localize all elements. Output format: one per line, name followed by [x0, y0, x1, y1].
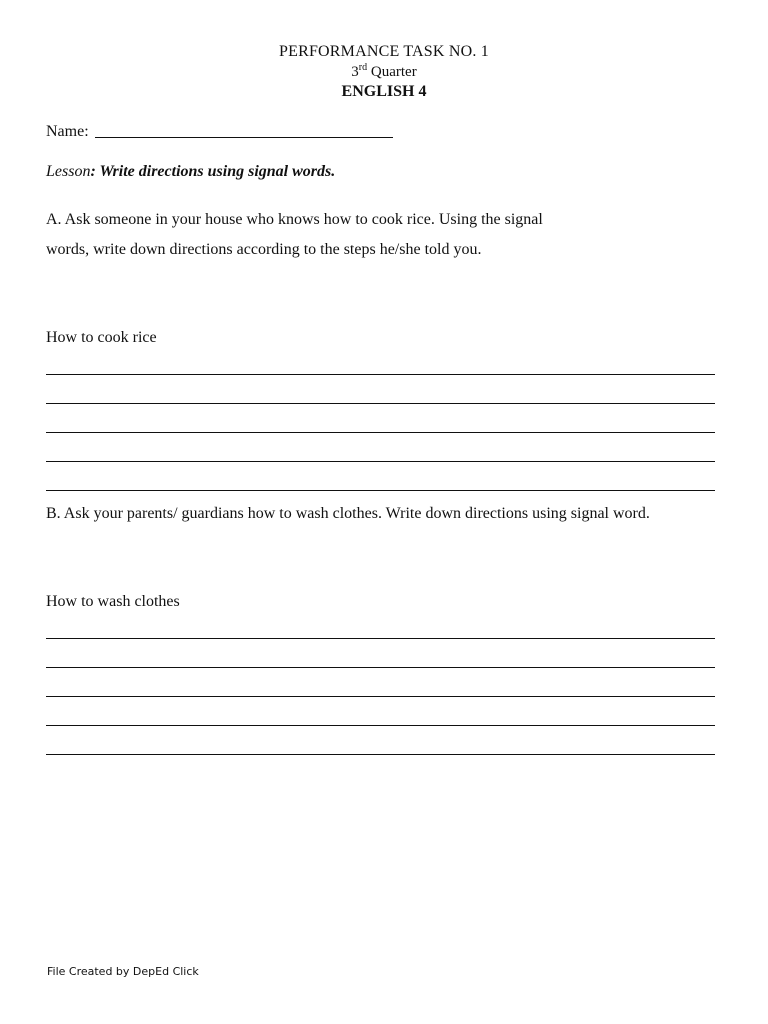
- name-row: [46, 121, 393, 143]
- section-b-answer-lines: [46, 610, 715, 755]
- section-b-heading: How to wash clothes: [46, 593, 180, 610]
- name-blank-line: [95, 121, 393, 138]
- answer-line: [46, 697, 715, 726]
- quarter-word: Quarter: [367, 64, 417, 80]
- answer-line: [46, 639, 715, 668]
- lesson-line: [46, 161, 335, 183]
- quarter-label: [0, 62, 768, 82]
- answer-line: [46, 668, 715, 697]
- answer-line: [46, 404, 715, 433]
- answer-line: [46, 726, 715, 755]
- quarter-number: 3: [351, 64, 359, 80]
- section-a-heading: How to cook rice: [46, 329, 157, 346]
- task-title: PERFORMANCE TASK NO. 1: [279, 43, 489, 60]
- worksheet-header: [0, 42, 768, 102]
- lesson-text: : Write directions using signal words.: [90, 163, 336, 180]
- answer-line: [46, 375, 715, 404]
- footer-credit: File Created by DepEd Click: [47, 965, 199, 978]
- section-a-instruction: A. Ask someone in your house who knows how to cook rice. Using the signal words, write down directions according to the steps he/she told you.: [46, 211, 543, 258]
- answer-line: [46, 433, 715, 462]
- name-label: Name:: [46, 123, 89, 140]
- answer-line: [46, 346, 715, 375]
- lesson-label: Lesson: [46, 163, 91, 180]
- subject-title: ENGLISH 4: [341, 83, 427, 100]
- answer-line: [46, 462, 715, 491]
- answer-line: [46, 610, 715, 639]
- section-b-instruction: B. Ask your parents/ guardians how to wash clothes. Write down directions using signal word.: [46, 505, 650, 522]
- section-a-answer-lines: [46, 346, 715, 491]
- quarter-suffix: rd: [358, 62, 368, 73]
